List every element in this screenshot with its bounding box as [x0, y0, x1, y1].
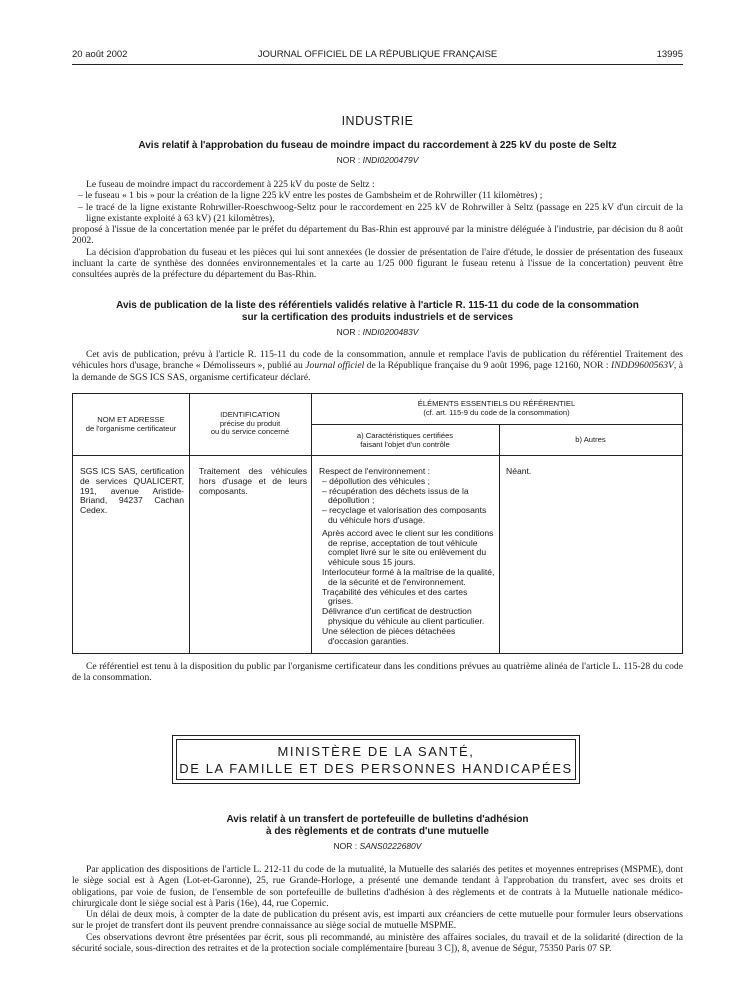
avis2-closing-paragraph: Ce référentiel est tenu à la disposition du public par l'organisme certificateur dans les conditions prévues au quatrième alinéa de l'article L. 115-28 du code de la consommation. — [72, 661, 683, 684]
avis2-title-line-2: sur la certification des produits industriels et de services — [241, 312, 514, 323]
criteria-list — [319, 529, 495, 647]
table-header-autres: b) Autres — [575, 435, 606, 444]
list-item: Délivrance d'un certificat de destruction physique du véhicule au client particulier. — [322, 606, 485, 626]
table-divider — [499, 424, 500, 653]
referentiel-table — [72, 393, 683, 654]
env-lead: Respect de l'environnement : — [319, 466, 431, 476]
table-divider — [311, 394, 312, 653]
journal-officiel-mention: Journal officiel — [305, 360, 365, 372]
table-divider — [311, 424, 682, 425]
avis3-paragraph-2: Un délai de deux mois, à compter de la date de publication du présent avis, est imparti aux créanciers de cette mutuelle pour formuler leurs observations sur le projet de transfert dont ils peuvent prendre connaissance au siège social de mutuelle MSPME. — [72, 909, 683, 932]
avis3-title — [72, 814, 683, 838]
table-cell-autres: Néant. — [506, 466, 532, 476]
header-date: 20 août 2002 — [72, 49, 128, 60]
list-item: Traçabilité des véhicules et des cartes grises. — [322, 586, 468, 607]
list-item: – récupération des déchets issus de la dépollution ; — [322, 485, 469, 506]
nor-value: INDI0200479V — [362, 155, 419, 165]
avis1-paragraph-2: proposé à l'issue de la concertation menée par le préfet du département du Bas-Rhin est approuvé par la ministre déléguée à l'industrie, par décision du 8 août 2002. — [72, 224, 683, 247]
header-page-number: 13995 — [656, 49, 683, 60]
avis1-bullet-1: – le fuseau « 1 bis » pour la création de la ligne 225 kV entre les postes de Gambsheim et de Rohrwiller (11 kilomètres) ; — [78, 190, 543, 202]
table-cell-caracteristiques — [319, 467, 495, 646]
table-header-identification: IDENTIFICATION précise du produit ou du service concerné — [210, 410, 290, 437]
avis1-nor — [72, 155, 683, 165]
avis3-paragraph-3: Ces observations devront être présentées par écrit, sous pli recommandé, au ministère des affaires sociales, du travail et de la solidarité (direction de la sécurité sociale, sous-direction des retraites et de la protection sociale complémentaire [bureau 3 C]), 8, avenue de Ségur, 75350 Paris 07 SP. — [72, 931, 683, 955]
table-cell-produit: Traitement des véhicules hors d'usage et de leurs composants. — [199, 466, 307, 496]
table-header-caracteristiques: a) Caractéristiques certifiées faisant l'objet d'un contrôle — [356, 431, 454, 449]
table-divider — [189, 394, 190, 653]
ministry-box-inner — [176, 739, 576, 780]
header-journal-title: JOURNAL OFFICIEL DE LA RÉPUBLIQUE FRANÇAISE — [257, 49, 498, 60]
avis2-intro — [72, 349, 683, 383]
ministry-title-line-2: DE LA FAMILLE ET DES PERSONNES HANDICAPÉES — [179, 761, 573, 776]
list-item: – dépollution des véhicules ; — [322, 475, 430, 486]
avis3-paragraph-1: Par application des dispositions de l'article L. 212-11 du code de la mutualité, la Mutuelle des salariés des petites et moyennes entreprises (MSPME), dont le siège social est à Agen (Lot-et-Garonne), 25, rue Grande-Horloge, a présenté une demande tendant à l'approbation du transfert, avec ses droits et obligations, par voie de fusion, de l'ensemble de son portefeuille de bulletins d'adhésion à des règlements et de contrats à la Mutuelle nationale médico-chirurgicale dont le siège social est à Paris (16e), 44, rue Copernic. — [72, 864, 683, 909]
section-title-industrie: INDUSTRIE — [341, 114, 414, 128]
avis2-closing — [72, 661, 683, 684]
old-nor-reference: INDD9600563V — [611, 360, 674, 372]
avis2-title — [72, 300, 683, 324]
table-header-organisme: NOM ET ADRESSE de l'organisme certificateur — [85, 415, 177, 433]
avis2-nor — [72, 327, 683, 337]
nor-value: INDI0200483V — [362, 327, 419, 337]
nor-label: NOR : — [333, 841, 358, 851]
table-cell-organisme: SGS ICS SAS, certification de services QUALICERT, 191, avenue Aristide-Briand, 94237 Cachan Cedex. — [80, 466, 184, 516]
nor-value: SANS0222680V — [359, 841, 422, 851]
list-item: Une sélection de pièces détachées d'occasion garanties. — [322, 625, 456, 646]
avis1-body — [72, 179, 683, 281]
avis2-paragraph-1: Cet avis de publication, prévu à l'article R. 115-11 du code de la consommation, annule et remplace l'avis de publication du référentiel Traitement des véhicules hors d'usage, branche « Démolisseurs », publié au Journal officiel de la République française du 9 août 1996, page 12160, NOR : INDD9600563V, à la demande de SGS ICS SAS, organisme certificateur déclaré. — [72, 349, 684, 383]
table-header-elements: ÉLÉMENTS ESSENTIELS DU RÉFÉRENTIEL (cf. art. 115-9 du code de la consommation) — [417, 399, 576, 417]
list-item: Interlocuteur formé à la maîtrise de la qualité, de la sécurité et de l'environnement. — [322, 566, 495, 587]
ministry-title-line-1: MINISTÈRE DE LA SANTÉ, — [277, 744, 475, 759]
avis3-title-line-2: à des règlements et de contrats d'une mutuelle — [266, 826, 489, 837]
avis1-title: Avis relatif à l'approbation du fuseau de moindre impact du raccordement à 225 kV du poste de Seltz — [138, 140, 617, 151]
header-rule — [72, 64, 683, 65]
avis3-title-line-1: Avis relatif à un transfert de portefeuille de bulletins d'adhésion — [226, 814, 529, 825]
env-list — [319, 477, 495, 526]
avis3-nor — [72, 841, 683, 851]
avis3-body — [72, 864, 683, 954]
nor-label: NOR : — [336, 155, 361, 165]
ministry-box — [172, 735, 580, 784]
avis1-paragraph-1: Le fuseau de moindre impact du raccordement à 225 kV du poste de Seltz : — [86, 179, 375, 190]
table-header-rule — [73, 455, 682, 456]
list-item: Après accord avec le client sur les conditions de reprise, acceptation de tout véhicule complet livré sur le site ou enlèvement du véhicule sous 15 jours. — [322, 527, 494, 568]
nor-label: NOR : — [336, 327, 361, 337]
avis1-bullet-2: – le tracé de la ligne existante Rohrwiller-Roeschwoog-Seltz pour le raccordement en 225 kV de Rohrwiller à Seltz (passage en 225 kV d'un circuit de la ligne existante exploité à 63 kV) (21 kilomètres), — [78, 201, 683, 224]
avis1-paragraph-3: La décision d'approbation du fuseau et les pièces qui lui sont annexées (le dossier de présentation de l'aire d'étude, le dossier de présentation des fuseaux incluant la carte de synthèse des données environnementales et la carte au 1/25 000 figurant le fuseau retenu à l'issue de la concertation) peuvent être consultées auprès de la préfecture du département du Bas-Rhin. — [72, 246, 683, 281]
avis2-title-line-1: Avis de publication de la liste des référentiels validés relative à l'article R. 115-11 du code de la consommation — [116, 300, 639, 311]
list-item: – recyclage et valorisation des composants du véhicule hors d'usage. — [322, 505, 487, 525]
